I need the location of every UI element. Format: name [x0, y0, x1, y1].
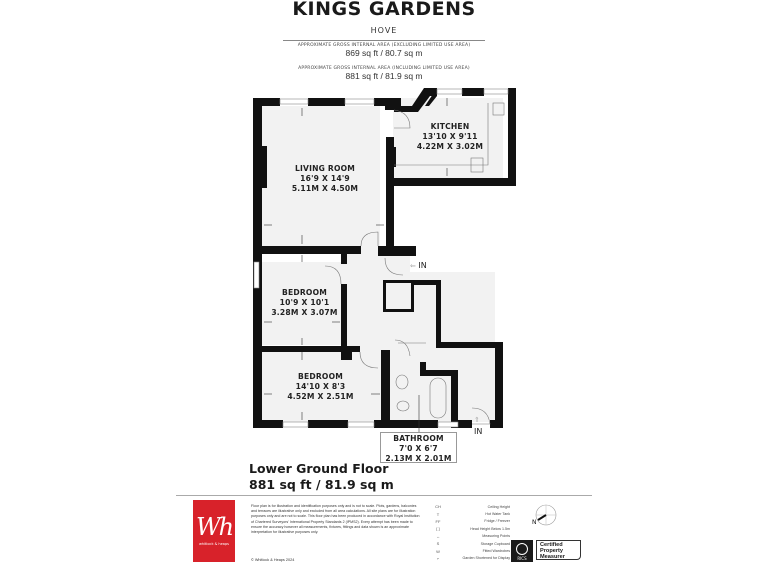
legend	[432, 503, 510, 562]
legend-item: CH Ceiling Height	[432, 503, 510, 510]
fridge-freezer-icon: FF	[435, 518, 441, 524]
logo-monogram: Wh	[195, 513, 233, 541]
entrance-label-lower: IN	[474, 427, 483, 436]
rics-certification: Certified Property Measurer	[536, 540, 581, 560]
room-metric: 4.22M X 3.02M	[416, 142, 484, 151]
hot-water-tank-icon: T	[436, 511, 440, 517]
copyright-text: © Whitlock & Heaps 2024	[251, 558, 295, 562]
room-metric: 2.13M X 2.01M	[385, 454, 452, 463]
compass-icon	[532, 503, 558, 529]
room-metric: 4.52M X 2.51M	[287, 392, 354, 401]
room-living-room	[270, 164, 380, 194]
agency-logo	[193, 500, 235, 562]
rics-emblem-icon	[516, 543, 528, 555]
room-imperial: 10'9 X 10'1	[279, 298, 330, 307]
room-name: BEDROOM	[282, 288, 327, 297]
legend-item: ⌐ Garden Shortened for Display	[432, 555, 510, 562]
arrow-left-icon: ⇐	[410, 262, 416, 270]
disclaimer-text: Floor plan is for illustration and identification purposes only and is not to scale. Plots, gardens, balconies and terraces are illustrative only and excluded from all area calculations. All site plans are for illustration purposes only and are not to scale. This floor plan has been produced in accordance with Royal Institution of Chartered Surveyors' International Property Standards 2 (IPMS2). Every attempt has been made to ensure the accuracy however all measurements, fixtures, fittings and data shown is an approximate interpretation for illustrative purposes only.	[251, 504, 420, 535]
area-excluding-value: 869 sq ft / 80.7 sq m	[345, 48, 423, 58]
property-location: HOVE	[370, 26, 398, 35]
footer-divider	[176, 495, 592, 496]
arrow-up-icon: ⇑	[474, 416, 480, 424]
area-including-caption: APPROXIMATE GROSS INTERNAL AREA (INCLUDING LIMITED USE AREA)	[298, 66, 470, 71]
room-imperial: 14'10 X 8'3	[295, 382, 346, 391]
room-metric: 5.11M X 4.50M	[291, 184, 359, 193]
entrance-label-upper: ⇐ IN	[410, 261, 427, 270]
floor-area: 881 sq ft / 81.9 sq m	[249, 477, 394, 492]
area-including-value: 881 sq ft / 81.9 sq m	[345, 71, 423, 81]
rics-logo: RICS	[511, 540, 533, 562]
fitted-wardrobes-icon: W	[436, 548, 440, 554]
legend-item: W Fitted Wardrobes	[432, 547, 510, 554]
property-title: KINGS GARDENS	[292, 0, 476, 20]
measuring-points-icon: ↔	[436, 533, 440, 539]
legend-item: ↔ Measuring Points	[432, 533, 510, 540]
rics-badge	[511, 540, 583, 562]
room-bathroom	[380, 432, 457, 463]
room-metric: 3.28M X 3.07M	[271, 308, 338, 317]
room-kitchen	[412, 122, 488, 152]
legend-item: T Hot Water Tank	[432, 510, 510, 517]
floor-name: Lower Ground Floor	[249, 461, 389, 476]
room-bedroom-2	[262, 372, 379, 402]
storage-cupboard-icon: S	[436, 541, 440, 547]
room-imperial: 13'10 X 9'11	[422, 132, 478, 141]
room-imperial: 7'0 X 6'7	[399, 444, 438, 453]
legend-item: S Storage Cupboard	[432, 540, 510, 547]
svg-text:N: N	[532, 519, 537, 526]
room-name: LIVING ROOM	[294, 164, 356, 173]
room-imperial: 16'9 X 14'9	[300, 174, 350, 183]
area-excluding-caption: APPROXIMATE GROSS INTERNAL AREA (EXCLUDING LIMITED USE AREA)	[297, 43, 471, 48]
room-name: KITCHEN	[430, 122, 470, 131]
logo-subtext: whitlock & heaps	[198, 542, 229, 546]
room-bedroom-1	[262, 288, 347, 318]
head-height-icon: [ ]	[436, 526, 440, 532]
legend-item: FF Fridge / Freezer	[432, 518, 510, 525]
room-name: BATHROOM	[393, 434, 444, 443]
room-name: BEDROOM	[298, 372, 343, 381]
garden-shortened-icon: ⌐	[436, 555, 440, 561]
legend-item: [ ] Head Height Below 1.5m	[432, 525, 510, 532]
ceiling-height-icon: CH	[435, 504, 441, 510]
